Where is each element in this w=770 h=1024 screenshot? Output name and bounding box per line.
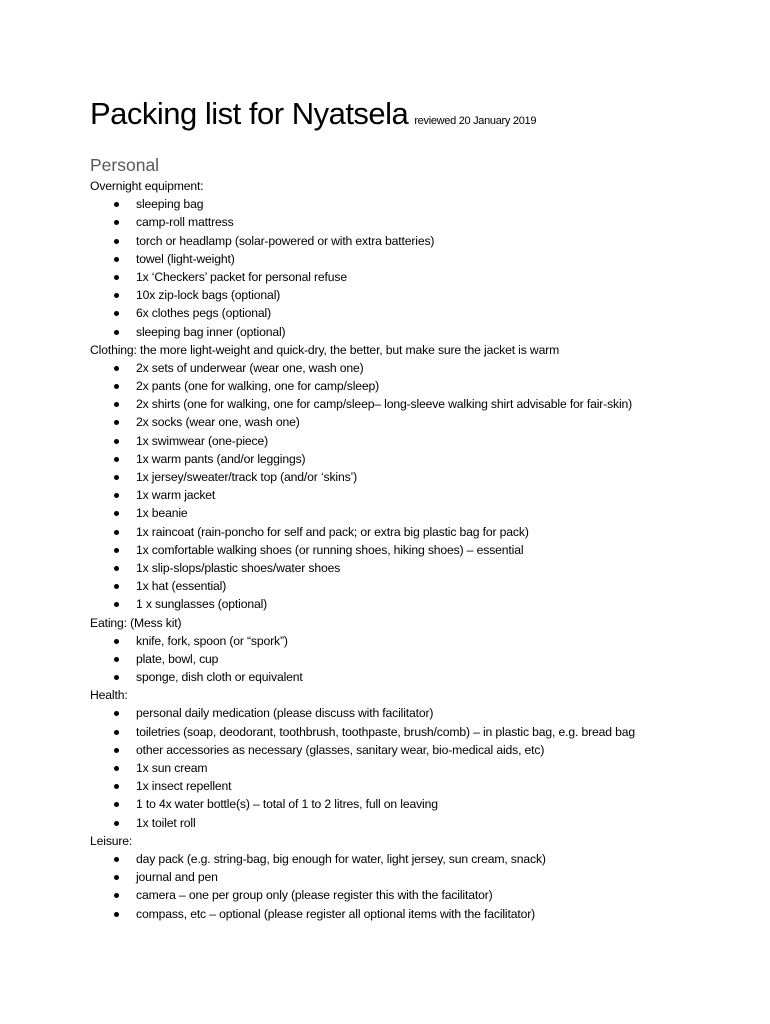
- list-item: [90, 632, 750, 650]
- bullet-icon: [114, 675, 119, 680]
- bullet-icon: [114, 257, 119, 262]
- bullet-icon: [114, 730, 119, 735]
- bullet-icon: [114, 821, 119, 826]
- bullet-icon: [114, 330, 119, 335]
- list-item: [90, 577, 750, 595]
- bullet-icon: [114, 584, 119, 589]
- bullet-icon: [114, 311, 119, 316]
- list-item: [90, 850, 750, 868]
- list-item-text: day pack (e.g. string-bag, big enough for water, light jersey, sun cream, snack): [136, 851, 546, 866]
- list-item-text: knife, fork, spoon (or “spork”): [136, 633, 288, 648]
- list-item: [90, 777, 750, 795]
- bullet-icon: [114, 511, 119, 516]
- list-item-text: 2x shirts (one for walking, one for camp/sleep– long-sleeve walking shirt advisable for fair-skin): [136, 397, 633, 412]
- list-item-text: other accessories as necessary (glasses, sanitary wear, bio-medical aids, etc): [136, 742, 545, 757]
- list-item: [90, 504, 750, 522]
- bullet-list: [90, 632, 750, 687]
- list-item-text: 1x slip-slops/plastic shoes/water shoes: [136, 560, 341, 575]
- list-item-text: camera – one per group only (please register this with the facilitator): [136, 888, 493, 903]
- list-item: [90, 450, 750, 468]
- bullet-icon: [114, 766, 119, 771]
- list-item: [90, 377, 750, 395]
- list-item-text: camp-roll mattress: [136, 215, 234, 230]
- list-item: [90, 886, 750, 904]
- list-item: [90, 468, 750, 486]
- list-item-text: 6x clothes pegs (optional): [136, 306, 271, 321]
- list-item-text: sponge, dish cloth or equivalent: [136, 670, 303, 685]
- list-item-text: 1x warm jacket: [136, 488, 216, 503]
- list-item-text: 1x comfortable walking shoes (or running shoes, hiking shoes) – essential: [136, 542, 524, 557]
- list-item-text: journal and pen: [136, 870, 218, 885]
- bullet-icon: [114, 475, 119, 480]
- bullet-icon: [114, 875, 119, 880]
- bullet-icon: [114, 748, 119, 753]
- bullet-icon: [114, 857, 119, 862]
- list-item-text: toiletries (soap, deodorant, toothbrush, toothpaste, brush/comb) – in plastic bag, e.g. bread bag: [136, 724, 635, 739]
- bullet-icon: [114, 202, 119, 207]
- list-item: [90, 232, 750, 250]
- list-item: [90, 359, 750, 377]
- list-item-text: sleeping bag: [136, 197, 204, 212]
- list-item: [90, 304, 750, 322]
- group-label: Eating: (Mess kit): [90, 615, 182, 630]
- bullet-icon: [114, 566, 119, 571]
- list-item: [90, 413, 750, 431]
- list-item: [90, 795, 750, 813]
- bullet-icon: [114, 893, 119, 898]
- list-item: [90, 668, 750, 686]
- list-item: [90, 723, 750, 741]
- reviewed-date: reviewed 20 January 2019: [414, 115, 537, 127]
- list-item: [90, 486, 750, 504]
- list-item: [90, 650, 750, 668]
- list-item: [90, 432, 750, 450]
- bullet-icon: [114, 493, 119, 498]
- bullet-icon: [114, 275, 119, 280]
- list-item: [90, 741, 750, 759]
- list-item: [90, 759, 750, 777]
- bullet-list: [90, 359, 750, 614]
- list-item: [90, 323, 750, 341]
- bullet-icon: [114, 802, 119, 807]
- list-item-text: 1 to 4x water bottle(s) – total of 1 to 2 litres, full on leaving: [136, 797, 438, 812]
- list-item: [90, 559, 750, 577]
- list-item: [90, 250, 750, 268]
- bullet-list: [90, 195, 750, 341]
- bullet-icon: [114, 384, 119, 389]
- section-heading: Personal: [90, 155, 160, 175]
- group-label: Health:: [90, 688, 128, 703]
- bullet-icon: [114, 784, 119, 789]
- packing-list: [90, 177, 750, 923]
- bullet-icon: [114, 657, 119, 662]
- list-item: [90, 704, 750, 722]
- group-label: Clothing: the more light-weight and quick-dry, the better, but make sure the jacket is warm: [90, 342, 560, 357]
- list-item-text: 1x sun cream: [136, 761, 208, 775]
- list-item: [90, 268, 750, 286]
- list-item-text: sleeping bag inner (optional): [136, 324, 286, 339]
- bullet-icon: [114, 293, 119, 298]
- list-item-text: 2x pants (one for walking, one for camp/sleep): [136, 379, 380, 394]
- bullet-icon: [114, 366, 119, 371]
- list-item: [90, 286, 750, 304]
- bullet-icon: [114, 420, 119, 425]
- bullet-icon: [114, 530, 119, 535]
- list-item: [90, 195, 750, 213]
- list-item: [90, 814, 750, 832]
- list-item-text: 1x warm pants (and/or leggings): [136, 451, 306, 466]
- list-item-text: 1x hat (essential): [136, 579, 227, 594]
- list-item-text: 2x socks (wear one, wash one): [136, 415, 300, 430]
- list-item: [90, 395, 750, 413]
- list-item-text: 1x beanie: [136, 506, 188, 521]
- bullet-list: [90, 704, 750, 831]
- list-item-text: torch or headlamp (solar-powered or with extra batteries): [136, 233, 435, 248]
- bullet-icon: [114, 912, 119, 917]
- list-item-text: personal daily medication (please discuss with facilitator): [136, 706, 434, 721]
- bullet-icon: [114, 239, 119, 244]
- group-label: Leisure:: [90, 833, 133, 848]
- bullet-icon: [114, 439, 119, 444]
- list-item-text: 1 x sunglasses (optional): [136, 597, 268, 612]
- bullet-icon: [114, 711, 119, 716]
- bullet-list: [90, 850, 750, 923]
- list-item-text: 2x sets of underwear (wear one, wash one): [136, 360, 364, 375]
- page-title: Packing list for Nyatsela: [90, 96, 409, 131]
- list-item-text: 10x zip-lock bags (optional): [136, 288, 281, 303]
- list-item: [90, 523, 750, 541]
- list-item-text: 1x jersey/sweater/track top (and/or ‘skins’): [136, 470, 357, 484]
- list-item: [90, 541, 750, 559]
- list-item: [90, 213, 750, 231]
- list-item-text: towel (light-weight): [136, 251, 235, 266]
- bullet-icon: [114, 402, 119, 407]
- list-item-text: compass, etc – optional (please register all optional items with the facilitator): [136, 906, 536, 921]
- bullet-icon: [114, 220, 119, 225]
- bullet-icon: [114, 457, 119, 462]
- bullet-icon: [114, 639, 119, 644]
- title-line: [90, 96, 536, 132]
- list-item-text: 1x toilet roll: [136, 815, 196, 830]
- list-item-text: plate, bowl, cup: [136, 651, 219, 666]
- list-item: [90, 868, 750, 886]
- list-item-text: 1x insect repellent: [136, 779, 232, 794]
- list-item: [90, 595, 750, 613]
- group-label: Overnight equipment:: [90, 179, 204, 193]
- list-item: [90, 905, 750, 923]
- list-item-text: 1x ‘Checkers’ packet for personal refuse: [136, 269, 347, 284]
- bullet-icon: [114, 548, 119, 553]
- list-item-text: 1x raincoat (rain-poncho for self and pack; or extra big plastic bag for pack): [136, 524, 529, 539]
- list-item-text: 1x swimwear (one-piece): [136, 433, 269, 448]
- bullet-icon: [114, 602, 119, 607]
